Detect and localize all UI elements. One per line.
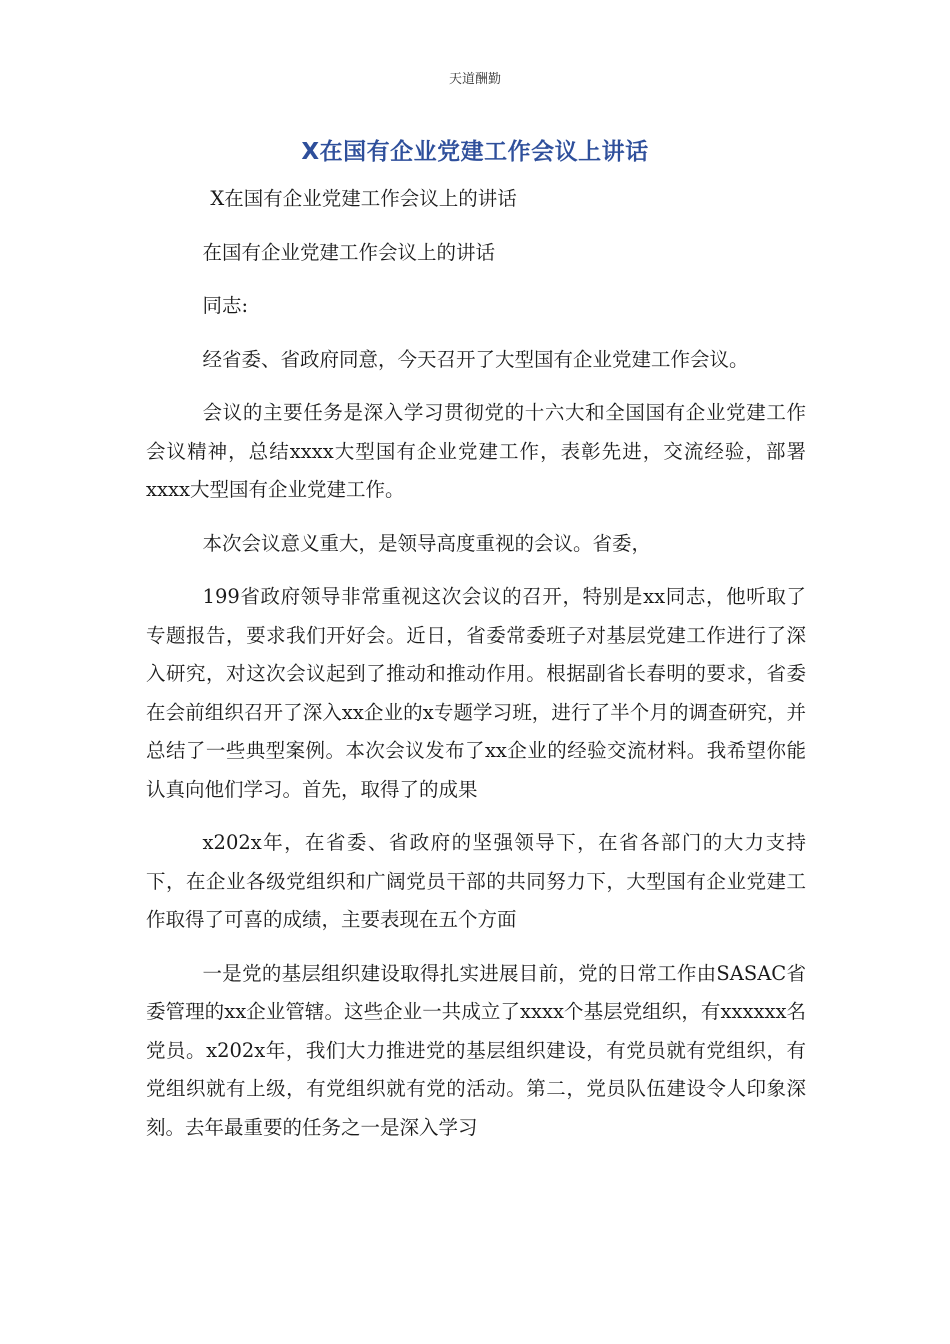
paragraph: 经省委、省政府同意，今天召开了大型国有企业党建工作会议。	[202, 347, 749, 371]
paragraph-subtitle: X在国有企业党建工作会议上的讲话	[210, 187, 517, 210]
document-body	[146, 180, 806, 1162]
paragraph: 本次会议意义重大，是领导高度重视的会议。省委，	[202, 531, 652, 555]
paragraph: x202x年，在省委、省政府的坚强领导下，在省各部门的大力支持下，在企业各级党组织和广阔党员干部的共同努力下，大型国有企业党建工作取得了可喜的成绩，主要表现在五个方面	[146, 831, 806, 931]
paragraph: 199省政府领导非常重视这次会议的召开，特别是xx同志，他听取了专题报告，要求我们开好会。近日，省委常委班子对基层党建工作进行了深入研究，对这次会议起到了推动和推动作用。根据副省长春明的要求，省委在会前组织召开了深入xx企业的x专题学习班，进行了半个月的调查研究，并总结了一些典型案例。本次会议发布了xx企业的经验交流材料。我希望你能认真向他们学习。首先，取得了的成果	[146, 585, 806, 801]
paragraph-salutation: 同志:	[202, 294, 249, 317]
paragraph: 在国有企业党建工作会议上的讲话	[202, 240, 496, 264]
document-title: X在国有企业党建工作会议上讲话	[301, 139, 649, 165]
page-header: 天道酬勤	[448, 72, 501, 87]
paragraph: 会议的主要任务是深入学习贯彻党的十六大和全国国有企业党建工作会议精神，总结xxxx大型国有企业党建工作，表彰先进，交流经验，部署xxxx大型国有企业党建工作。	[146, 401, 806, 501]
paragraph: 一是党的基层组织建设取得扎实进展目前，党的日常工作由SASAC省委管理的xx企业管辖。这些企业一共成立了xxxx个基层党组织，有xxxxxx名党员。x202x年，我们大力推进党的基层组织建设，有党员就有党组织，有党组织就有上级，有党组织就有党的活动。第二，党员队伍建设令人印象深刻。去年最重要的任务之一是深入学习	[146, 961, 806, 1139]
